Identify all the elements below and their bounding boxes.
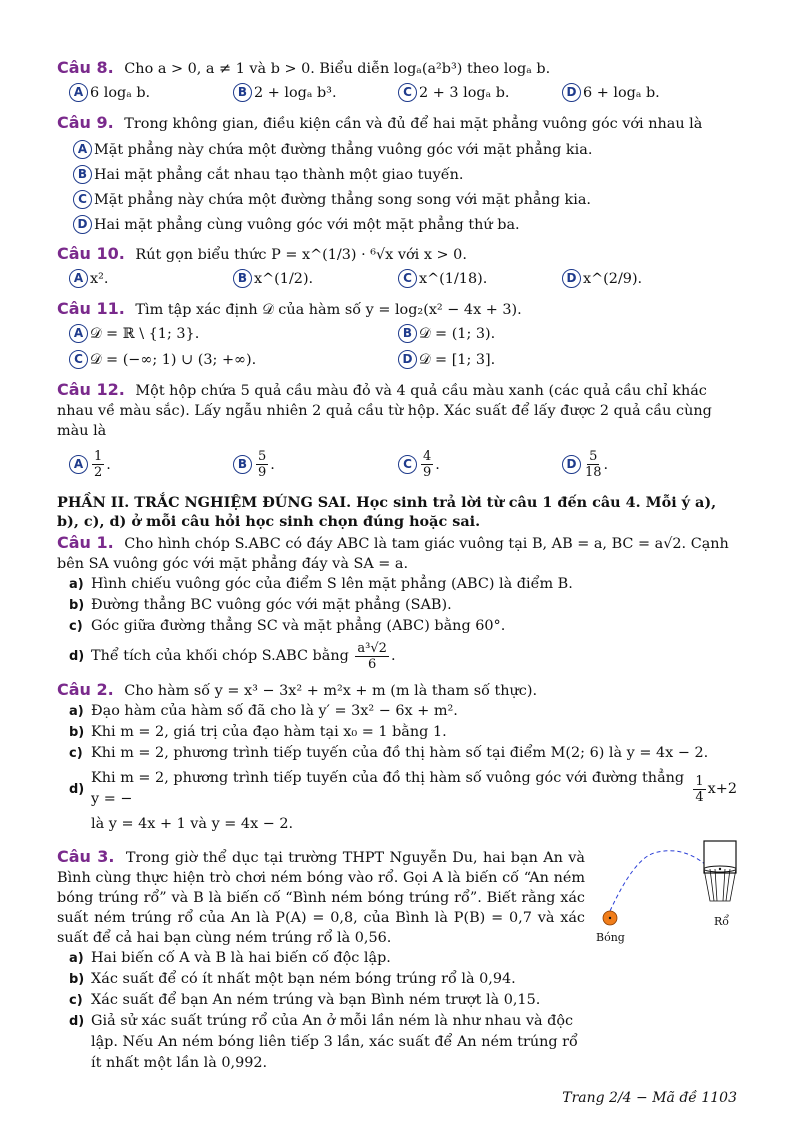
part2-question-3-block bbox=[57, 847, 737, 1074]
option-letter: A bbox=[69, 455, 88, 474]
option-text: x^(1/2). bbox=[254, 270, 314, 287]
option-text: Mặt phẳng này chứa một đường thẳng song song với mặt phẳng kia. bbox=[94, 191, 591, 208]
ball-label: Bóng bbox=[596, 931, 625, 944]
option-a[interactable] bbox=[69, 83, 150, 102]
question-text: Cho a > 0, a ≠ 1 và b > 0. Biểu diễn logₐ(a²b³) theo logₐ b. bbox=[124, 61, 551, 77]
question-label: Câu 1. bbox=[57, 533, 114, 552]
statement-text: Xác suất để có ít nhất một bạn ném bóng trúng rổ là 0,94. bbox=[91, 971, 516, 987]
fraction-numerator: 5 bbox=[589, 449, 598, 464]
statement-text: Hình chiếu vuông góc của điểm S lên mặt phẳng (ABC) là điểm B. bbox=[91, 576, 573, 592]
option-a[interactable]: A $\frac{1}{2}$ . bbox=[69, 449, 111, 480]
options-row bbox=[57, 449, 737, 483]
fraction-denominator: 9 bbox=[423, 465, 432, 480]
fraction-denominator: 6 bbox=[368, 657, 377, 672]
option-letter: D bbox=[73, 215, 92, 234]
statement-c[interactable] bbox=[69, 616, 737, 637]
fraction-numerator: 5 bbox=[258, 449, 267, 464]
question-label: Câu 3. bbox=[57, 847, 115, 866]
option-b[interactable] bbox=[233, 269, 313, 288]
option-letter: B bbox=[73, 165, 92, 184]
option-d[interactable] bbox=[562, 83, 660, 102]
question-text: Rút gọn biểu thức P = x^(1/3) · ⁶√x với x > 0. bbox=[135, 247, 467, 263]
option-a[interactable] bbox=[69, 269, 108, 288]
statement-text: Góc giữa đường thẳng SC và mặt phẳng (ABC) bằng 60°. bbox=[91, 618, 506, 634]
hoop-net bbox=[704, 869, 736, 901]
statement-label: c) bbox=[69, 619, 83, 634]
statement-label: b) bbox=[69, 972, 85, 987]
option-letter: D bbox=[562, 83, 581, 102]
fraction-numerator: 4 bbox=[423, 449, 432, 464]
options-row bbox=[57, 324, 737, 346]
statement-b[interactable] bbox=[69, 722, 737, 743]
option-letter: A bbox=[73, 140, 92, 159]
option-c[interactable] bbox=[398, 269, 487, 288]
statement-label: a) bbox=[69, 577, 84, 592]
option-d[interactable]: D $\frac{5}{18}$ . bbox=[562, 449, 608, 480]
statement-text: Khi m = 2, phương trình tiếp tuyến của đồ thị hàm số vuông góc với đường thẳng y = − bbox=[91, 770, 685, 807]
option-fraction bbox=[585, 449, 602, 480]
option-b[interactable] bbox=[233, 83, 337, 102]
options-row bbox=[57, 269, 737, 291]
option-letter: A bbox=[69, 324, 88, 343]
option-text: 𝒟 = ℝ \ {1; 3}. bbox=[90, 325, 200, 342]
option-letter: C bbox=[398, 455, 417, 474]
question-label: Câu 9. bbox=[57, 113, 114, 132]
question-12 bbox=[57, 380, 737, 441]
option-letter: A bbox=[69, 83, 88, 102]
option-b[interactable] bbox=[398, 324, 495, 343]
statement-label: d) bbox=[69, 649, 85, 664]
question-text: Tìm tập xác định 𝒟 của hàm số y = log₂(x² − 4x + 3). bbox=[135, 302, 522, 318]
question-text: Cho hàm số y = x³ − 3x² + m²x + m (m là tham số thực). bbox=[124, 683, 538, 699]
option-text: Hai mặt phẳng cắt nhau tạo thành một giao tuyến. bbox=[94, 166, 464, 183]
option-c[interactable] bbox=[398, 83, 509, 102]
option-text: Hai mặt phẳng cùng vuông góc với một mặt phẳng thứ ba. bbox=[94, 216, 520, 233]
statement-a[interactable] bbox=[69, 948, 737, 969]
statement-d[interactable] bbox=[69, 768, 737, 810]
option-a[interactable] bbox=[73, 140, 737, 159]
statement-text: là y = 4x + 1 và y = 4x − 2. bbox=[91, 816, 294, 832]
option-text: x². bbox=[90, 270, 109, 287]
fraction-denominator: 4 bbox=[695, 789, 704, 805]
statement-text: Khi m = 2, phương trình tiếp tuyến của đồ thị hàm số tại điểm M(2; 6) là y = 4x − 2. bbox=[91, 745, 709, 761]
fraction-numerator: 1 bbox=[695, 773, 704, 789]
statement-label: a) bbox=[69, 951, 84, 966]
option-c[interactable] bbox=[69, 350, 256, 369]
fraction-numerator: 1 bbox=[94, 449, 103, 464]
question-9 bbox=[57, 113, 737, 134]
option-letter: C bbox=[398, 269, 417, 288]
option-text: 2 + 3 logₐ b. bbox=[419, 84, 510, 101]
option-letter: A bbox=[69, 269, 88, 288]
option-letter: D bbox=[562, 269, 581, 288]
fraction-numerator: a³√2 bbox=[357, 641, 387, 656]
statement-d[interactable]: d) Thể tích của khối chóp S.ABC bằng $\frac{\text{a³√2}}{6}$ . bbox=[69, 641, 396, 672]
statement-label: b) bbox=[69, 598, 85, 613]
statement-label: c) bbox=[69, 746, 83, 761]
option-c[interactable] bbox=[73, 190, 737, 209]
part2-question-3 bbox=[57, 847, 585, 948]
statement-text: Đường thẳng BC vuông góc với mặt phẳng (SAB). bbox=[91, 597, 452, 613]
statement-a[interactable] bbox=[69, 574, 737, 595]
question-text: Cho hình chóp S.ABC có đáy ABC là tam giác vuông tại B, AB = a, BC = a√2. Cạnh bên SA vuông góc với mặt phẳng đáy và SA = a. bbox=[57, 536, 729, 572]
hoop-label: Rổ bbox=[714, 915, 730, 928]
fraction-denominator: 2 bbox=[94, 465, 103, 480]
option-text: x^(2/9). bbox=[583, 270, 643, 287]
statement-label: d) bbox=[69, 1014, 85, 1029]
option-letter: B bbox=[233, 83, 252, 102]
question-label: Câu 11. bbox=[57, 299, 125, 318]
statement-c[interactable] bbox=[69, 990, 737, 1011]
statement-d[interactable] bbox=[69, 1011, 589, 1074]
question-label: Câu 10. bbox=[57, 244, 125, 263]
statement-text: Khi m = 2, giá trị của đạo hàm tại x₀ = 1 bằng 1. bbox=[91, 724, 447, 740]
question-label: Câu 8. bbox=[57, 58, 114, 77]
option-fraction bbox=[421, 449, 433, 480]
section-heading: PHẦN II. TRẮC NGHIỆM ĐÚNG SAI. Học sinh trả lời từ câu 1 đến câu 4. Mỗi ý a), b), c), d) ở mỗi câu hỏi học sinh chọn đúng hoặc sai. bbox=[57, 494, 717, 530]
slope-fraction bbox=[693, 774, 705, 805]
statement-label: d) bbox=[69, 781, 85, 797]
option-d[interactable] bbox=[73, 215, 737, 234]
question-11 bbox=[57, 299, 737, 320]
statement-a[interactable] bbox=[69, 701, 737, 722]
option-fraction bbox=[256, 449, 268, 480]
page-footer: Trang 2/4 − Mã đề 1103 bbox=[562, 1090, 737, 1106]
exam-page bbox=[57, 52, 737, 1074]
statement-text: Đạo hàm của hàm số đã cho là y′ = 3x² − 6x + m². bbox=[91, 703, 458, 719]
option-d[interactable] bbox=[398, 350, 495, 369]
statement-text: Giả sử xác suất trúng rổ của An ở mỗi lần ném là như nhau và độc lập. Nếu An ném bóng liên tiếp 3 lần, xác suất để An ném trúng rổ ít nhất một lần là 0,992. bbox=[91, 1013, 578, 1071]
option-letter: C bbox=[73, 190, 92, 209]
statement-c[interactable] bbox=[69, 743, 737, 764]
fraction-denominator: 18 bbox=[585, 465, 602, 480]
question-text: Trong không gian, điều kiện cần và đủ để hai mặt phẳng vuông góc với nhau là bbox=[124, 116, 703, 132]
basketball-figure bbox=[594, 839, 744, 949]
option-c[interactable]: C $\frac{4}{9}$ . bbox=[398, 449, 440, 480]
options-row bbox=[57, 83, 737, 105]
option-letter: D bbox=[562, 455, 581, 474]
option-d[interactable] bbox=[562, 269, 642, 288]
question-text: Một hộp chứa 5 quả cầu màu đỏ và 4 quả cầu màu xanh (các quả cầu chỉ khác nhau về màu sắc). Lấy ngẫu nhiên 2 quả cầu từ hộp. Xác suất để lấy được 2 quả cầu cùng màu là bbox=[57, 383, 712, 439]
fraction-denominator: 9 bbox=[258, 465, 267, 480]
statement-text: Xác suất để bạn An ném trúng và bạn Bình ném trượt là 0,15. bbox=[91, 992, 541, 1008]
option-letter: B bbox=[233, 455, 252, 474]
part2-question-2 bbox=[57, 680, 737, 701]
option-text: 2 + logₐ b³. bbox=[254, 84, 337, 101]
option-text: 𝒟 = [1; 3]. bbox=[419, 351, 496, 368]
question-10 bbox=[57, 244, 737, 265]
statement-b[interactable] bbox=[69, 595, 737, 616]
option-text: 6 + logₐ b. bbox=[583, 84, 660, 101]
options-row bbox=[57, 350, 737, 372]
statement-label: b) bbox=[69, 725, 85, 740]
option-text: 𝒟 = (−∞; 1) ∪ (3; +∞). bbox=[90, 351, 257, 368]
ball-trajectory bbox=[610, 851, 706, 911]
volume-fraction bbox=[355, 641, 389, 672]
statement-text: Thể tích của khối chóp S.ABC bằng bbox=[91, 648, 349, 664]
option-b[interactable] bbox=[73, 165, 737, 184]
option-letter: B bbox=[233, 269, 252, 288]
option-letter: C bbox=[69, 350, 88, 369]
statement-b[interactable] bbox=[69, 969, 737, 990]
question-label: Câu 2. bbox=[57, 680, 114, 699]
option-text: Mặt phẳng này chứa một đường thẳng vuông góc với mặt phẳng kia. bbox=[94, 141, 593, 158]
question-text: Trong giờ thể dục tại trường THPT Nguyễn Du, hai bạn An và Bình cùng thực hiện trò chơi ném bóng vào rổ. Gọi A là biến cố “An ném bóng trúng rổ” và B là biến cố “Bình ném bóng trúng rổ”. Biết rằng xác suất ném trúng rổ của An là P(A) = 0,8, của Bình là P(B) = 0,7 và xác suất để cả hai bạn cùng ném trúng rổ là 0,56. bbox=[57, 850, 585, 946]
part2-question-1 bbox=[57, 533, 737, 574]
statement-label: a) bbox=[69, 704, 84, 719]
option-fraction bbox=[92, 449, 104, 480]
option-text: 𝒟 = (1; 3). bbox=[419, 325, 496, 342]
question-8 bbox=[57, 58, 737, 79]
option-text: x^(1/18). bbox=[419, 270, 488, 287]
statement-d-continued bbox=[69, 814, 737, 835]
option-text: 6 logₐ b. bbox=[90, 84, 151, 101]
hoop-dot bbox=[719, 868, 721, 870]
option-letter: D bbox=[398, 350, 417, 369]
option-letter: B bbox=[398, 324, 417, 343]
option-a[interactable] bbox=[69, 324, 199, 343]
option-letter: C bbox=[398, 83, 417, 102]
question-label: Câu 12. bbox=[57, 380, 125, 399]
statement-tail: x+2 bbox=[707, 780, 737, 797]
statement-text: Hai biến cố A và B là hai biến cố độc lập. bbox=[91, 950, 391, 966]
statement-label: c) bbox=[69, 993, 83, 1008]
option-b[interactable]: B $\frac{5}{9}$ . bbox=[233, 449, 275, 480]
